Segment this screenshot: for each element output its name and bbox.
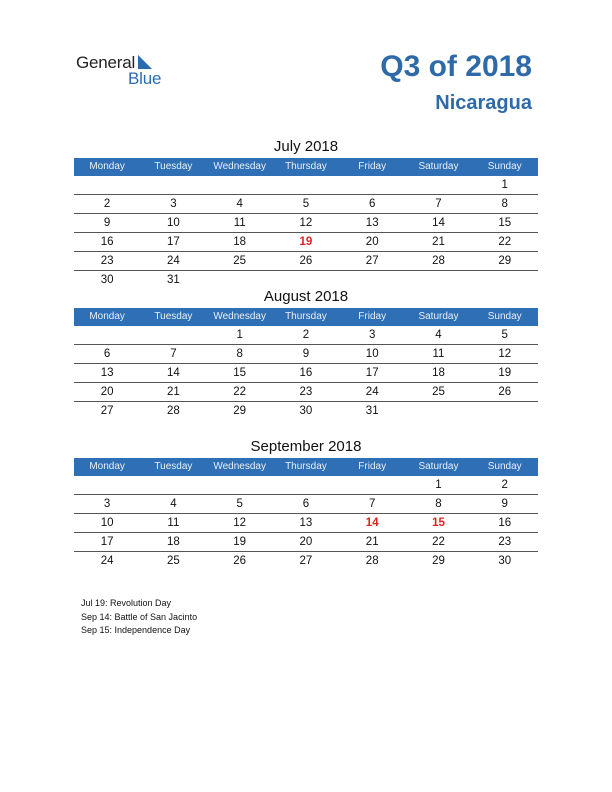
day-cell: 3	[170, 198, 177, 210]
day-cell: 30	[100, 274, 114, 286]
day-cell: 28	[432, 255, 445, 267]
day-cell: 10	[100, 517, 114, 529]
weekday-header: Thursday	[285, 161, 327, 172]
week-row	[74, 233, 538, 252]
day-cell: 13	[365, 217, 379, 229]
day-cell	[472, 402, 538, 420]
day-cell	[339, 476, 405, 494]
day-cell	[339, 176, 405, 194]
weekday-header: Sunday	[487, 311, 522, 322]
weekday-header: Saturday	[418, 461, 459, 472]
month-calendar-july	[74, 136, 538, 289]
day-cell: 1	[501, 179, 508, 191]
week-row	[74, 552, 538, 570]
weekday-header: Wednesday	[213, 461, 266, 472]
day-cell: 1	[236, 329, 243, 341]
day-cell: 9	[302, 348, 310, 360]
day-cell: 7	[170, 348, 177, 360]
day-cell: 3	[103, 498, 111, 510]
weekday-header: Monday	[89, 161, 125, 172]
day-cell: 29	[498, 255, 512, 267]
weekday-header: Tuesday	[154, 161, 193, 172]
day-cell: 5	[236, 498, 243, 510]
day-cell	[207, 176, 273, 194]
week-row	[74, 214, 538, 233]
day-cell: 2	[103, 198, 111, 210]
day-cell: 23	[299, 386, 313, 398]
week-row	[74, 326, 538, 345]
day-cell: 8	[501, 198, 508, 210]
day-cell: 10	[167, 217, 180, 229]
day-cell: 8	[236, 348, 243, 360]
week-row	[74, 476, 538, 495]
day-cell: 13	[299, 517, 313, 529]
day-cell: 25	[233, 255, 247, 267]
holiday-note: Sep 14: Battle of San Jacinto	[81, 611, 198, 622]
day-cell: 8	[435, 498, 442, 510]
weekday-header: Friday	[358, 311, 387, 322]
weekday-header: Tuesday	[154, 461, 193, 472]
day-cell: 31	[167, 274, 180, 286]
week-row	[74, 383, 538, 402]
holiday-note: Sep 15: Independence Day	[81, 625, 191, 635]
day-cell	[273, 476, 339, 494]
day-cell: 29	[233, 405, 247, 417]
day-cell: 20	[365, 236, 379, 248]
day-cell: 27	[100, 405, 114, 417]
day-cell: 12	[233, 517, 247, 529]
day-cell: 7	[368, 498, 376, 510]
day-cell: 31	[365, 405, 379, 417]
page-title: Q3 of 2018	[380, 50, 532, 83]
day-cell: 21	[365, 536, 379, 548]
weekday-header: Sunday	[487, 461, 522, 472]
weekday-header: Wednesday	[213, 161, 266, 172]
day-cell	[140, 176, 206, 194]
week-row	[74, 195, 538, 214]
day-cell: 16	[498, 517, 512, 529]
day-cell: 2	[501, 479, 508, 491]
day-cell: 25	[432, 386, 445, 398]
day-cell: 22	[498, 236, 512, 248]
day-cell: 28	[365, 555, 379, 567]
day-cell: 16	[100, 236, 114, 248]
day-cell: 6	[368, 198, 376, 210]
day-cell: 6	[302, 498, 310, 510]
day-cell: 4	[170, 498, 177, 510]
day-cell: 29	[432, 555, 445, 567]
day-cell: 27	[365, 255, 379, 267]
weekday-header: Monday	[89, 461, 125, 472]
week-row	[74, 514, 538, 533]
day-cell: 18	[167, 536, 180, 548]
day-cell: 12	[498, 348, 512, 360]
day-cell: 24	[167, 255, 180, 267]
day-cell: 11	[167, 517, 180, 529]
day-cell: 17	[365, 367, 379, 379]
day-cell: 18	[233, 236, 247, 248]
day-cell: 21	[432, 236, 445, 248]
day-cell: 20	[100, 386, 114, 398]
day-cell: 20	[299, 536, 313, 548]
day-cell: 2	[302, 329, 310, 341]
day-cell: 19	[498, 367, 512, 379]
day-cell: 28	[167, 405, 180, 417]
week-row	[74, 252, 538, 271]
day-cell: 26	[498, 386, 512, 398]
day-cell: 6	[103, 348, 111, 360]
weekday-header: Friday	[358, 461, 387, 472]
day-cell	[140, 476, 206, 494]
day-cell: 13	[100, 367, 114, 379]
day-cell: 7	[435, 198, 442, 210]
day-cell: 5	[302, 198, 310, 210]
day-cell: 14	[432, 217, 445, 229]
general-blue-logo	[76, 53, 176, 87]
day-cell: 14	[167, 367, 180, 379]
day-cell: 4	[236, 198, 243, 210]
weekday-header: Thursday	[285, 461, 327, 472]
week-row	[74, 402, 538, 420]
week-row	[74, 345, 538, 364]
day-cell: 27	[299, 555, 313, 567]
day-cell	[273, 176, 339, 194]
holiday-notes	[81, 597, 197, 638]
day-cell	[405, 402, 471, 420]
weekday-header: Thursday	[285, 311, 327, 322]
weekday-header-row	[74, 308, 538, 326]
day-cell: 18	[432, 367, 445, 379]
day-cell: 22	[233, 386, 247, 398]
holiday-note: Jul 19: Revolution Day	[81, 598, 172, 608]
month-title: July 2018	[273, 138, 339, 155]
day-cell: 21	[167, 386, 180, 398]
day-cell: 5	[501, 329, 508, 341]
day-cell: 23	[498, 536, 512, 548]
day-cell	[405, 176, 471, 194]
day-cell	[74, 326, 140, 344]
day-cell	[74, 176, 140, 194]
weekday-header-row	[74, 458, 538, 476]
day-cell: 12	[299, 217, 313, 229]
weekday-header: Wednesday	[213, 311, 266, 322]
day-cell: 26	[299, 255, 313, 267]
holiday-day-cell: 14	[365, 517, 379, 529]
country-name: Nicaragua	[435, 92, 532, 114]
day-cell: 30	[299, 405, 313, 417]
day-cell: 10	[365, 348, 379, 360]
month-title: August 2018	[263, 288, 349, 305]
week-row	[74, 176, 538, 195]
logo-text-blue: Blue	[128, 69, 162, 88]
day-cell: 24	[100, 555, 114, 567]
week-row	[74, 364, 538, 383]
week-row	[74, 533, 538, 552]
day-cell: 11	[233, 217, 246, 229]
day-cell	[207, 476, 273, 494]
day-cell: 19	[233, 536, 247, 548]
day-cell: 15	[498, 217, 512, 229]
day-cell: 23	[100, 255, 114, 267]
month-calendar-august	[74, 286, 538, 420]
day-cell	[74, 476, 140, 494]
day-cell: 15	[233, 367, 247, 379]
day-cell: 30	[498, 555, 512, 567]
day-cell: 17	[100, 536, 114, 548]
logo-flag-icon	[138, 55, 152, 69]
day-cell: 3	[368, 329, 376, 341]
day-cell: 9	[103, 217, 111, 229]
day-cell: 4	[435, 329, 442, 341]
weekday-header: Sunday	[487, 161, 522, 172]
day-cell: 1	[435, 479, 442, 491]
logo-text-general: General	[76, 53, 136, 72]
day-cell: 24	[365, 386, 379, 398]
day-cell: 26	[233, 555, 247, 567]
day-cell: 17	[167, 236, 180, 248]
day-cell: 9	[501, 498, 508, 510]
day-cell: 16	[299, 367, 313, 379]
day-cell: 11	[432, 348, 445, 360]
weekday-header: Saturday	[418, 311, 459, 322]
weekday-header-row	[74, 158, 538, 176]
holiday-day-cell: 19	[299, 236, 313, 248]
day-cell	[140, 326, 206, 344]
weekday-header: Monday	[89, 311, 125, 322]
weekday-header: Tuesday	[154, 311, 193, 322]
week-row	[74, 495, 538, 514]
weekday-header: Saturday	[418, 161, 459, 172]
weekday-header: Friday	[358, 161, 387, 172]
day-cell: 22	[432, 536, 445, 548]
month-title: September 2018	[250, 438, 362, 455]
holiday-day-cell: 15	[432, 517, 445, 529]
day-cell: 25	[167, 555, 180, 567]
month-calendar-september	[74, 436, 538, 570]
